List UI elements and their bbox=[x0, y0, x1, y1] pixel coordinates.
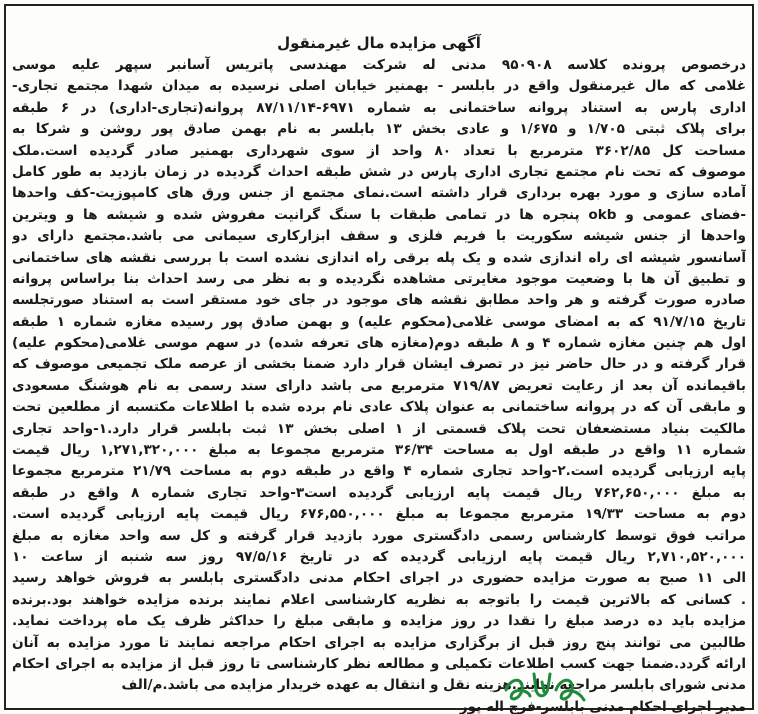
notice-line: اول هم چنین مغازه شماره ۴ و ۸ طبقه دوم(مغازه های تعرفه شده) در سهم موسی غلامی(محکوم علیه) bbox=[12, 335, 746, 352]
notice-line: آماده سازی و مورد بهره برداری قرار داشته است.نمای مجتمع از جنس ورق های کامپوزیت-کف واحدها bbox=[12, 185, 746, 202]
notice-line: پایه ارزیابی گردیده است.۲-واحد تجاری شماره ۴ واقع در طبقه دوم به مساحت ۲۱/۷۹ مترمربع مجموعا bbox=[12, 463, 746, 480]
notice-line: دوم به مساحت ۱۹/۳۳ مترمربع مجموعا به مبلغ ۶۷۶,۵۵۰,۰۰۰ ریال قیمت پایه ارزیابی گردیده است. bbox=[12, 506, 746, 523]
notice-line: تاریخ ۹۱/۷/۱۵ که به امضای موسی غلامی(محکوم علیه) و بهمن صادق پور رسیده مغازه شماره ۱ طبقه bbox=[12, 313, 746, 330]
notice-line: الی ۱۱ صبح به صورت مزایده حضوری در اجرای احکام مدنی دادگستری بابلسر به فروش خواهد رسید bbox=[12, 570, 746, 587]
notice-line: به مبلغ ۷۶۲,۶۵۰,۰۰۰ ریال قیمت پایه ارزیابی گردیده است۳-واحد تجاری شماره ۸ واقع در طبقه bbox=[12, 484, 746, 501]
notice-line: طالبین می توانند پنج روز قبل از برگزاری مزایده به اجرای احکام مراجعه نمایند تا مورد مزایده به آنان bbox=[12, 634, 746, 651]
notice-line: -فضای عمومی و okb پنجره ها در تمامی طبقات با سنگ گرانیت مفروش شده و شیشه ها و ویترین bbox=[12, 206, 746, 223]
notice-line: غلامی که مال غیرمنقول واقع در بابلسر - بهمنیر خیابان اصلی نرسیده به میدان شهدا مجتمع تجاری- bbox=[12, 78, 746, 95]
notice-line: شماره ۱۱ واقع در طبقه اول به مساحت ۳۶/۳۴ مترمربع مجموعا به مبلغ ۱,۲۷۱,۳۲۰,۰۰۰ ریال قیمت bbox=[12, 442, 746, 459]
notice-line: ۲,۷۱۰,۵۲۰,۰۰۰ ریال قیمت پایه ارزیابی گردیده که در تاریخ ۹۷/۵/۱۶ روز سه شنبه از ساعت ۱۰ bbox=[12, 548, 746, 565]
notice-line: اداری پارس به استناد پروانه ساختمانی به شماره ۶۹۷۱-۸۷/۱۱/۱۴ پروانه(تجاری-اداری) در ۶ طبقه bbox=[12, 99, 746, 116]
notice-line: درخصوص پرونده کلاسه ۹۵۰۹۰۸ مدنی له شرکت مهندسی پاتریس آسانبر سپهر علیه موسی bbox=[12, 57, 746, 73]
notice-line: مدنی شورای بابلسر مراجعه نمایند.هزینه نقل و انتقال به عهده خریدار مزایده می باشد.م/الف bbox=[121, 677, 746, 694]
notice-line: صادره صورت گرفته و هر واحد مطابق نقشه های موجود در جای خود مستقر است به استناد صورتجلسه bbox=[12, 292, 746, 309]
notice-line: واحدها از جنس شیشه سکوریت با فریم فلزی و سقف ابزارکاری سیمانی می باشد.مجتمع دارای دو bbox=[12, 228, 746, 245]
notice-line: مساحت کل ۳۶۰۲/۸۵ مترمربع با تعداد ۸۰ واحد از سوی شهرداری بهمنیر صادر گردیده است.ملک bbox=[12, 142, 746, 159]
notice-line: مزایده باید ده درصد مبلغ را نقدا در روز مزایده و مابقی مبلغ را حداکثر ظرف یک ماه پرداخت نماید. bbox=[12, 613, 746, 630]
notice-line: و تطبیق آن ها با وضعیت موجود مغایرتی مشاهده نگردیده و به نظر می رسد احداث بنا براساس پروانه bbox=[12, 270, 746, 287]
notice-title: آگهی مزایده مال غیرمنقول bbox=[277, 34, 481, 52]
notice-line: آسانسور شیشه ای راه اندازی شده و یک پله برقی راه اندازی نشده است با بررسی نقشه های ساختمانی bbox=[12, 249, 746, 266]
notice-line: مراتب فوق توسط کارشناس رسمی دادگستری مورد بازدید قرار گرفته و کل سه واحد مغازه به مبلغ bbox=[12, 527, 746, 544]
handwritten-signature-mark bbox=[500, 660, 590, 708]
notice-line: مالکیت بنیاد مستضعفان تحت پلاک قسمتی از ۱ اصلی بخش ۱۳ ثبت بابلسر قرار دارد.۱-واحد تجاری bbox=[12, 420, 746, 437]
notice-line: مدیر اجرای احکام مدنی بابلسر-فرج اله پور bbox=[459, 698, 746, 714]
notice-line: ارائه گردد.ضمنا جهت کسب اطلاعات تکمیلی و مطالعه نظر کارشناسی تا روز قبل از مزایده به اجرای احکام bbox=[12, 655, 746, 672]
notice-line: قرار گرفته و در حال حاضر نیز در تصرف ایشان قرار دارد ضمنا بخشی از عرصه ملک تجمیعی موصوف که bbox=[12, 356, 746, 373]
notice-line: برای پلاک ثبتی ۱/۷۰۵ و ۱/۶۷۵ و عادی بخش ۱۳ بابلسر به نام بهمن صادق پور روشن و شرکا به bbox=[12, 121, 746, 138]
notice-line: و مابقی آن که در پروانه ساختمانی به عنوان پلاک عادی نام برده شده با اطلاعات مکتسبه از مطلعین تحت bbox=[12, 399, 746, 416]
notice-line: . کسانی که بالاترین قیمت را باتوجه به نظریه کارشناسی اعلام نمایند برنده مزایده خواهند بود.برنده bbox=[12, 591, 746, 608]
notice-line: موصوف که تحت نام مجتمع تجاری اداری پارس در شش طبقه احداث گردیده در زمان بازدید به طور کامل bbox=[12, 163, 746, 180]
notice-line: باقیمانده آن بعد از رعایت تعریض ۷۱۹/۸۷ مترمربع می باشد دارای سند رسمی به نام هوشنگ مسعودی bbox=[12, 377, 746, 394]
notice-body bbox=[12, 55, 746, 714]
